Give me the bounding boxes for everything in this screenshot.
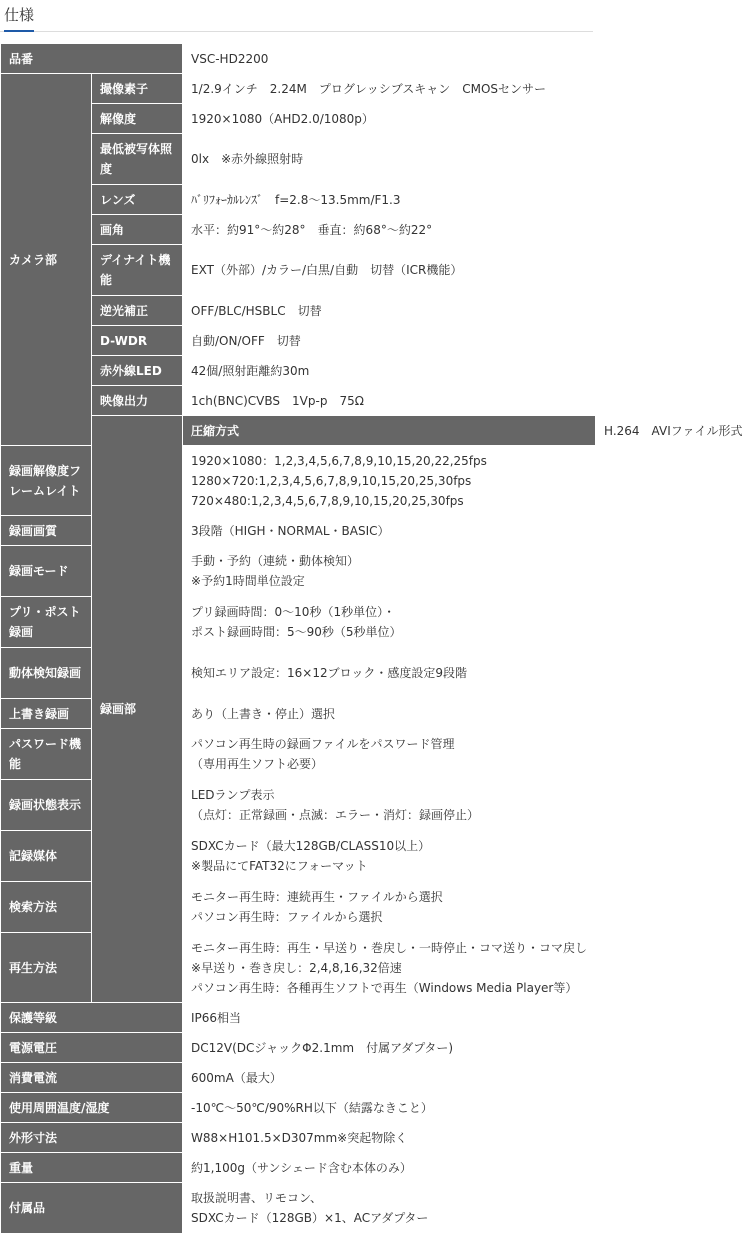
- spec-category: 品番: [1, 44, 183, 74]
- spec-value-line: -10℃～50℃/90%RH以下（結露なきこと）: [191, 1100, 433, 1115]
- spec-value-line: LEDランプ表示: [191, 788, 275, 802]
- spec-value: [183, 134, 596, 185]
- spec-value-line: 1920×1080（AHD2.0/1080p）: [191, 111, 374, 126]
- spec-item-label: 画角: [92, 215, 183, 245]
- spec-item-label: 検索方法: [1, 882, 92, 933]
- spec-row: [1, 446, 596, 516]
- spec-value: [183, 104, 596, 134]
- spec-value: [183, 1033, 596, 1063]
- spec-row: [1, 1033, 596, 1063]
- spec-value-line: SDXCカード（最大128GB/CLASS10以上）: [191, 839, 431, 853]
- spec-category: 使用周囲温度/湿度: [1, 1093, 183, 1123]
- spec-item-label: 圧縮方式: [183, 416, 596, 446]
- spec-value: [183, 1093, 596, 1123]
- spec-value-line: 取扱説明書、リモコン、: [191, 1191, 323, 1205]
- spec-value-line: モニター再生時：連続再生・ファイルから選択: [191, 890, 443, 904]
- spec-item-label: 解像度: [92, 104, 183, 134]
- spec-value: [183, 386, 596, 416]
- title-accent-bar: [4, 30, 34, 32]
- spec-value-line: あり（上書き・停止）選択: [191, 706, 336, 721]
- spec-item-label: 赤外線LED: [92, 356, 183, 386]
- spec-value: [183, 326, 596, 356]
- spec-value: [183, 831, 596, 882]
- spec-value-line: EXT（外部）/カラー/白黒/自動 切替（ICR機能）: [191, 263, 463, 277]
- spec-category: 付属品: [1, 1183, 183, 1234]
- spec-row: [1, 831, 596, 882]
- spec-item-label: 記録媒体: [1, 831, 92, 882]
- spec-value: [183, 356, 596, 386]
- spec-row: [1, 516, 596, 546]
- spec-value-line: 手動・予約（連続・動体検知）: [191, 554, 360, 568]
- spec-value-line: 42個/照射距離約30m: [191, 363, 310, 378]
- spec-row: [1, 546, 596, 597]
- spec-category: 録画部: [92, 416, 183, 1003]
- spec-row: 録画部 圧縮方式 H.264 AVIファイル形式: [1, 416, 596, 446]
- spec-value-line: ﾊﾞﾘﾌｫｰｶﾙﾚﾝｽﾞ f=2.8～13.5mm/F1.3: [191, 192, 401, 207]
- spec-item-label: 再生方法: [1, 933, 92, 1003]
- spec-category: カメラ部: [1, 74, 92, 446]
- spec-item-label: レンズ: [92, 185, 183, 215]
- spec-item-label: D-WDR: [92, 326, 183, 356]
- spec-value-line: 検知エリア設定：16×12ブロック・感度設定9段階: [191, 666, 468, 680]
- spec-category: 消費電流: [1, 1063, 183, 1093]
- spec-value: [183, 245, 596, 296]
- spec-category: 外形寸法: [1, 1123, 183, 1153]
- spec-value: [183, 648, 596, 699]
- spec-row: [1, 780, 596, 831]
- spec-value-line: ポスト録画時間：5～90秒（5秒単位）: [191, 625, 402, 639]
- spec-value-line: W88×H101.5×D307mm※突起物除く: [191, 1130, 408, 1145]
- spec-value-line: パソコン再生時：ファイルから選択: [191, 910, 383, 924]
- spec-row: [1, 1093, 596, 1123]
- page-title: 仕様: [4, 6, 35, 24]
- spec-row: [1, 1153, 596, 1183]
- spec-item-label: 録画モード: [1, 546, 92, 597]
- spec-value: [183, 1153, 596, 1183]
- spec-value-line: 1/2.9インチ 2.24M プログレッシブスキャン CMOSセンサー: [191, 81, 547, 96]
- spec-value-line: 1ch(BNC)CVBS 1Vp-p 75Ω: [191, 393, 364, 408]
- spec-row: [1, 74, 596, 104]
- spec-value: [183, 882, 596, 933]
- spec-value-line: ※予約1時間単位設定: [191, 574, 305, 588]
- spec-item-label: 録画解像度フレームレイト: [1, 446, 92, 516]
- spec-item-label: 撮像素子: [92, 74, 183, 104]
- spec-value: [183, 516, 596, 546]
- spec-value: [183, 44, 596, 74]
- spec-value-line: 600mA（最大）: [191, 1070, 282, 1085]
- spec-value-line: 自動/ON/OFF 切替: [191, 333, 301, 348]
- spec-table-body: [1, 44, 743, 1234]
- spec-value-line: 3段階（HIGH・NORMAL・BASIC）: [191, 523, 390, 538]
- spec-value-line: パソコン再生時：各種再生ソフトで再生（Windows Media Player等）: [191, 980, 578, 995]
- spec-item-label: 録画状態表示: [1, 780, 92, 831]
- spec-value-line: ※製品にてFAT32にフォーマット: [191, 859, 368, 873]
- spec-value: [183, 185, 596, 215]
- spec-value-line: 約1,100g（サンシェード含む本体のみ）: [191, 1160, 412, 1175]
- spec-row: [1, 597, 596, 648]
- spec-item-label: プリ・ポスト録画: [1, 597, 92, 648]
- spec-category: 電源電圧: [1, 1033, 183, 1063]
- spec-value: [183, 1063, 596, 1093]
- spec-category: 保護等級: [1, 1003, 183, 1033]
- spec-value: [183, 933, 596, 1003]
- title-divider: [0, 31, 593, 32]
- spec-value: [183, 546, 596, 597]
- spec-value: [183, 1003, 596, 1033]
- spec-value-line: DC12V(DCジャックΦ2.1mm 付属アダプター): [191, 1040, 454, 1055]
- spec-item-label: 逆光補正: [92, 296, 183, 326]
- spec-item-label: 動体検知録画: [1, 648, 92, 699]
- spec-value-line: 水平：約91°～約28° 垂直：約68°～約22°: [191, 222, 433, 237]
- spec-value-line: ※早送り・巻き戻し：2,4,8,16,32倍速: [191, 960, 402, 975]
- spec-value-line: プリ録画時間：0～10秒（1秒単位）・: [191, 605, 396, 619]
- spec-category: 重量: [1, 1153, 183, 1183]
- spec-item-label: パスワード機能: [1, 729, 92, 780]
- spec-value: [183, 729, 596, 780]
- spec-value: [183, 296, 596, 326]
- spec-item-label: 上書き録画: [1, 699, 92, 729]
- spec-table: [0, 43, 743, 1234]
- spec-row: [1, 729, 596, 780]
- spec-value-line: OFF/BLC/HSBLC 切替: [191, 303, 322, 318]
- spec-value: [183, 780, 596, 831]
- spec-value: [183, 699, 596, 729]
- spec-row: [1, 1003, 596, 1033]
- spec-value: [183, 215, 596, 245]
- spec-row: [1, 648, 596, 699]
- spec-value: [183, 1183, 596, 1234]
- spec-value-line: 1920×1080：1,2,3,4,5,6,7,8,9,10,15,20,22,25fps: [191, 453, 487, 468]
- spec-value-line: IP66相当: [191, 1010, 242, 1025]
- spec-row: [1, 1183, 596, 1234]
- spec-value-line: （点灯：正常録画・点滅：エラー・消灯：録画停止）: [191, 808, 480, 822]
- spec-item-label: 録画画質: [1, 516, 92, 546]
- spec-row: [1, 933, 596, 1003]
- spec-value: [183, 1123, 596, 1153]
- spec-item-label: デイナイト機能: [92, 245, 183, 296]
- spec-row: [1, 1123, 596, 1153]
- spec-value-line: 720×480:1,2,3,4,5,6,7,8,9,10,15,20,25,30fps: [191, 493, 464, 508]
- spec-value-line: SDXCカード（128GB）×1、ACアダプター: [191, 1211, 429, 1225]
- spec-value-line: モニター再生時：再生・早送り・巻戻し・一時停止・コマ送り・コマ戻し: [191, 940, 588, 955]
- spec-value-line: （専用再生ソフト必要）: [191, 757, 324, 771]
- spec-value: [183, 446, 596, 516]
- spec-value-line: パソコン再生時の録画ファイルをパスワード管理: [191, 737, 455, 751]
- spec-value: [183, 597, 596, 648]
- spec-row: [1, 699, 596, 729]
- spec-value-line: VSC-HD2200: [191, 51, 269, 66]
- spec-value: [183, 74, 596, 104]
- spec-row: [1, 882, 596, 933]
- spec-row: [1, 1063, 596, 1093]
- spec-item-label: 映像出力: [92, 386, 183, 416]
- spec-item-label: 最低被写体照度: [92, 134, 183, 185]
- spec-value-line: 0lx ※赤外線照射時: [191, 152, 304, 166]
- spec-value-line: 1280×720:1,2,3,4,5,6,7,8,9,10,15,20,25,30fps: [191, 473, 472, 488]
- spec-row: [1, 44, 596, 74]
